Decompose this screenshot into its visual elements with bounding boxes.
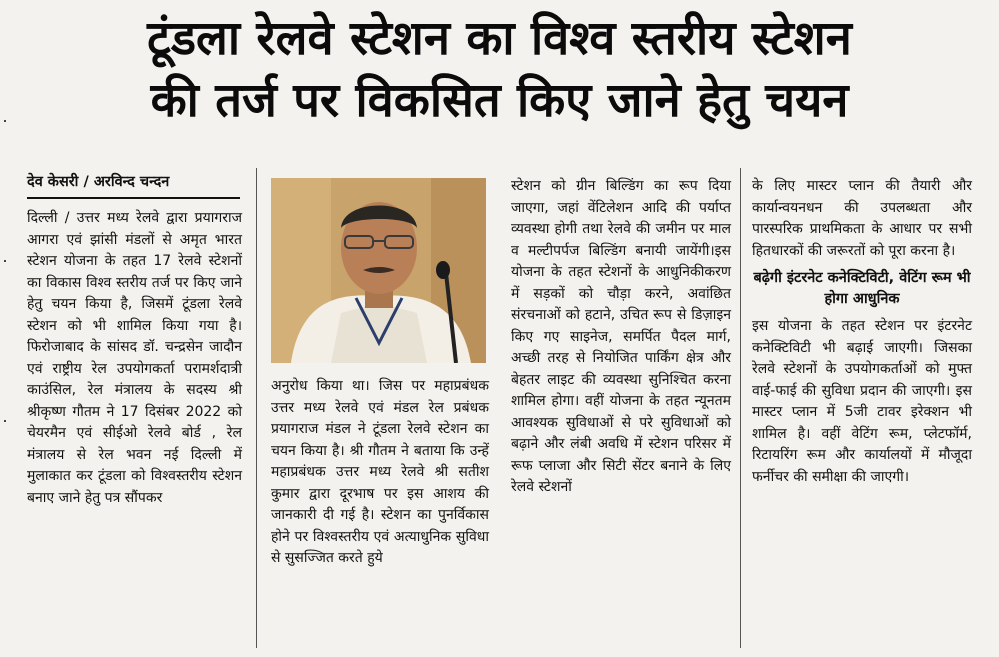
headline-line-2: की तर्ज पर विकसित किए जाने हेतु चयन [150, 73, 849, 128]
column-divider-right [740, 168, 741, 648]
column-4 [752, 176, 972, 488]
column-1-text: दिल्ली / उत्तर मध्य रेलवे द्वारा प्रयागराज आगरा एवं झांसी मंडलों से अमृत भारत स्टेशन योजना के तहत 17 रेलवे स्टेशनों का विकास विश्व स्तरीय तर्ज पर किए जाने हेतु चयन किया है, जिसमें टूंडला रेलवे स्टेशन को भी शामिल किया गया है। फिरोजाबाद के सांसद डॉ. चन्द्रसेन जादौन एवं राष्ट्रीय रेल उपयोगकर्ता परामर्शदात्री काउंसिल, रेल मंत्रालय के सदस्य श्री श्रीकृष्ण गौतम ने 17 दिसंबर 2022 को चेयरमैन एवं सीईओ रेलवे बोर्ड , रेल मंत्रालय से रेल भवन नई दिल्ली में मुलाकात कर टूंडला को विश्वस्तरीय स्टेशन बनाए जाने हेतु पत्र सौंपकर [27, 210, 242, 506]
column-4-text-bottom: इस योजना के तहत स्टेशन पर इंटरनेट कनेक्टिविटी भी बढ़ाई जाएगी। जिसका रेलवे स्टेशनों के उपयोगकर्ताओं को मुफ्त वाई-फाई की सुविधा प्रदान की जाएगी। इस मास्टर प्लान में 5जी टावर इरेक्शन भी शामिल है। वहीं वेटिंग रूम, प्लेटफॉर्म, रिटायरिंग रूम और कार्यालयों में मौजूदा फर्नीचर की समीक्षा की जाएगी। [752, 318, 972, 485]
column-2 [271, 376, 489, 570]
column-3 [511, 176, 731, 499]
column-1 [27, 208, 242, 509]
column-3-text: स्टेशन को ग्रीन बिल्डिंग का रूप दिया जाएगा, जहां वेंटिलेशन आदि की पर्याप्त व्यवस्था होगी तथा रेलवे की जमीन पर माल व मल्टीपर्पज बिल्डिंग बनायी जायेंगी।इस योजना के तहत स्टेशनों के आधुनिकीकरण में सड़कों को चौड़ा करने, अवांछित संरचनाओं को हटाने, उचित रूप से डिज़ाइन किए गए साइनेज, समर्पित पैदल मार्ग, अच्छी तरह से नियोजित पार्किंग क्षेत्र और बेहतर लाइट की व्यवस्था सुनिश्चित करना शामिल होगा। वहीं योजना के तहत न्यूनतम आवश्यक सुविधाओं से परे सुविधाओं को बढ़ाने और लंबी अवधि में स्टेशन परिसर में रूफ प्लाजा और सिटी सेंटर बनाने के लिए रेलवे स्टेशनों [511, 178, 731, 495]
byline-rule [27, 197, 240, 199]
headline-line-1: टूंडला रेलवे स्टेशन का विश्व स्तरीय स्टेशन [147, 11, 852, 66]
margin-marks [4, 120, 7, 540]
byline: देव केसरी / अरविन्द चन्दन [27, 174, 170, 190]
column-2-text: अनुरोध किया था। जिस पर महाप्रबंधक उत्तर मध्य रेलवे एवं मंडल रेल प्रबंधक प्रयागराज मंडल ने टूंडला रेलवे स्टेशन का चयन किया है। श्री गौतम ने बताया कि उन्हें महाप्रबंधक उत्तर मध्य रेलवे श्री सतीश कुमार द्वारा दूरभाष पर इस आशय की जानकारी दी गई है। स्टेशन का पुनर्विकास होने पर विश्वस्तरीय एवं अत्याधुनिक सुविधा से सुसज्जित करते हुये [271, 378, 489, 566]
column-divider [256, 168, 257, 648]
portrait-illustration [271, 178, 486, 363]
column-4-text-top: के लिए मास्टर प्लान की तैयारी और कार्यान्वयनधन की उपलब्धता और पारस्परिक प्राथमिकता के आधार पर सभी हितधारकों की जरूरतों को पूरा करना है। [752, 178, 972, 259]
portrait-photo [271, 178, 486, 363]
headline [0, 8, 999, 132]
subheading: बढ़ेगी इंटरनेट कनेक्टिविटी, वेटिंग रूम भी होगा आधुनिक [753, 270, 971, 307]
